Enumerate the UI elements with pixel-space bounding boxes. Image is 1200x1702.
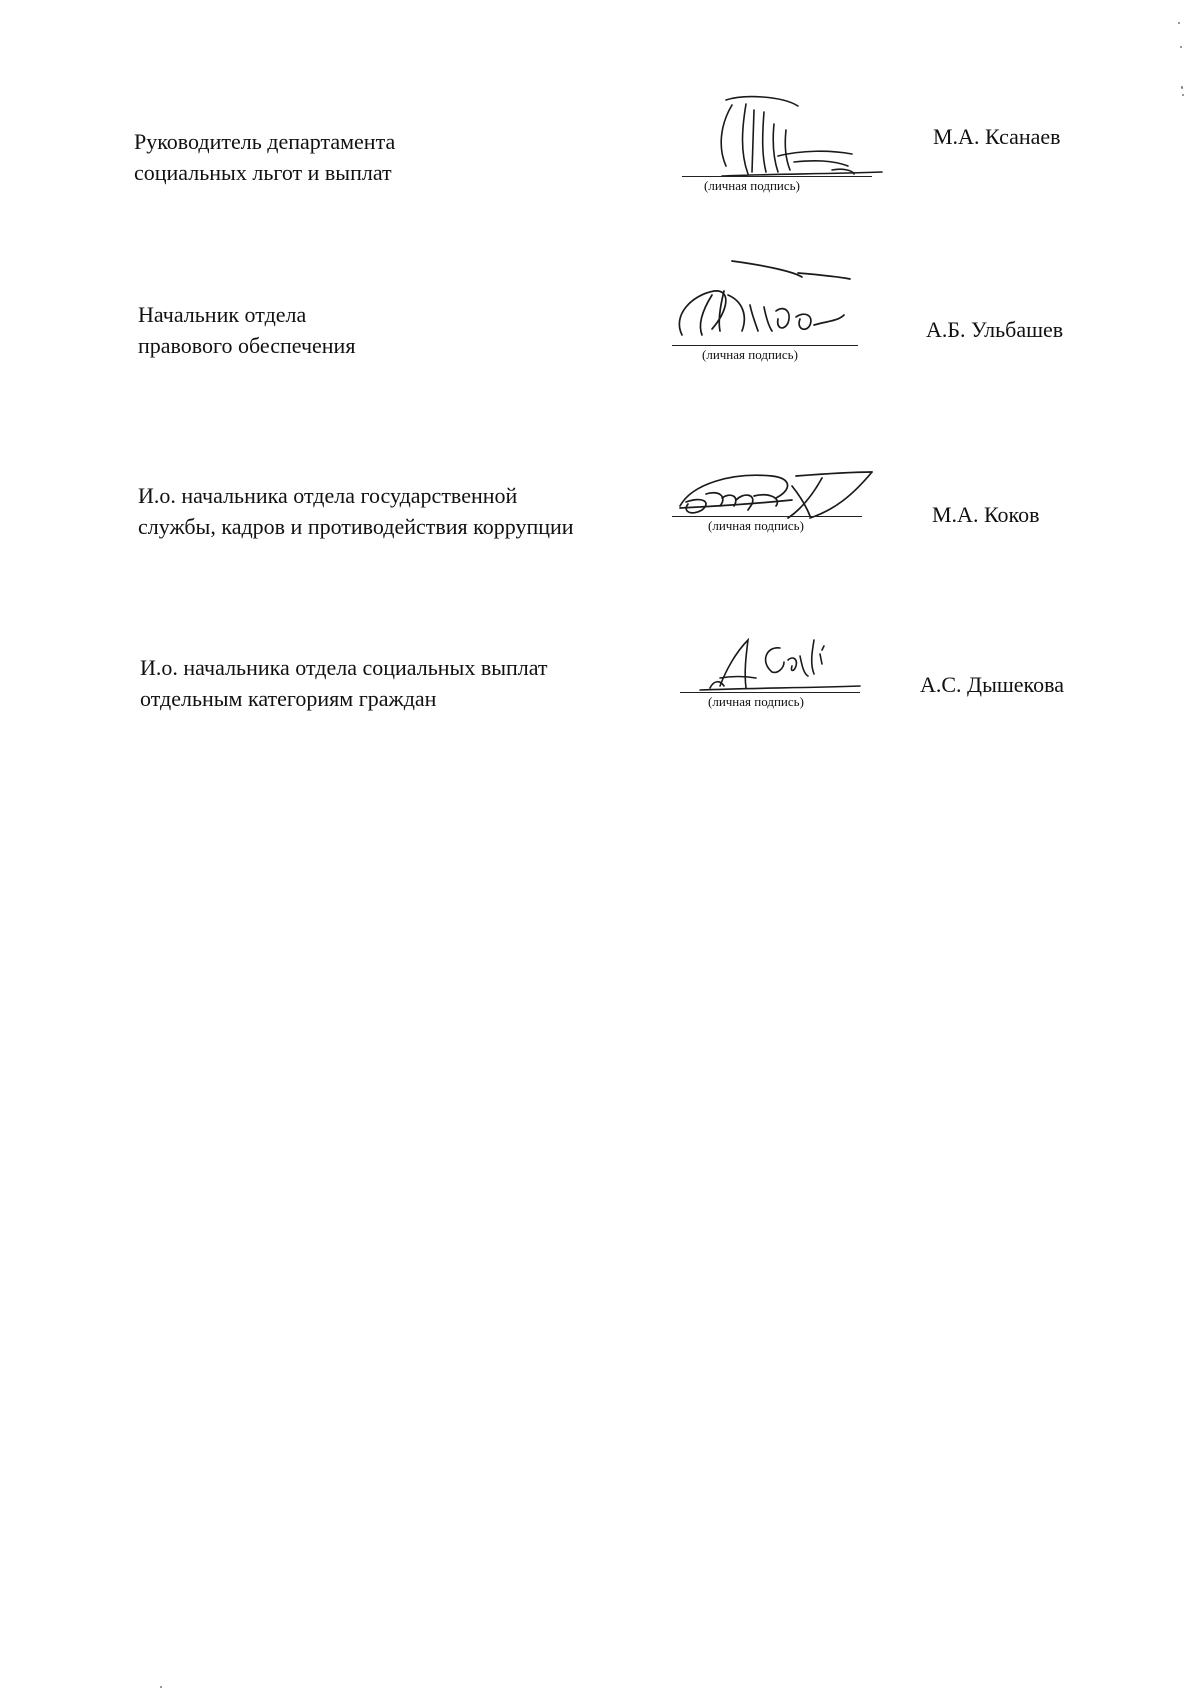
- signature-area: [672, 255, 862, 365]
- signatory-position: [138, 299, 355, 361]
- signature-area: [680, 626, 870, 736]
- signatory-name: А.Б. Ульбашев: [926, 317, 1064, 342]
- signature-caption: (личная подпись): [708, 518, 804, 533]
- signatory-name: М.А. Коков: [932, 502, 1040, 527]
- signatory-block: [0, 255, 1200, 415]
- signatory-block: [0, 446, 1200, 606]
- signature-area: [672, 446, 862, 556]
- scan-speck: [1180, 46, 1182, 48]
- signatory-position: [134, 126, 395, 188]
- signature-caption: (личная подпись): [704, 178, 800, 193]
- signature-line: [682, 176, 872, 177]
- signature-caption: (личная подпись): [708, 694, 804, 709]
- position-line: службы, кадров и противодействия коррупции: [138, 514, 574, 539]
- signatory-name: М.А. Ксанаев: [933, 124, 1061, 149]
- position-line: социальных льгот и выплат: [134, 160, 392, 185]
- position-line: Начальник отдела: [138, 302, 307, 327]
- signatory-block: [0, 626, 1200, 786]
- position-line: И.о. начальника отдела государственной: [138, 483, 518, 508]
- scan-speck: [1178, 22, 1180, 24]
- handwritten-signature: [680, 626, 890, 736]
- position-line: Руководитель департамента: [134, 129, 396, 154]
- signature-line: [672, 516, 862, 517]
- handwritten-signature: [672, 446, 882, 556]
- scan-speck: [1182, 94, 1184, 96]
- signature-line: [672, 345, 858, 346]
- position-line: И.о. начальника отдела социальных выплат: [140, 655, 548, 680]
- signature-area: [682, 90, 872, 200]
- position-line: правового обеспечения: [138, 333, 356, 358]
- signatory-position: [140, 652, 548, 714]
- position-line: отдельным категориям граждан: [140, 686, 437, 711]
- signatory-block: [0, 90, 1200, 250]
- signature-caption: (личная подпись): [702, 347, 798, 362]
- signature-line: [680, 692, 860, 693]
- scan-speck: [160, 1686, 162, 1688]
- scan-speck: [1181, 86, 1183, 89]
- signatory-name: А.С. Дышекова: [920, 672, 1064, 697]
- signatory-position: [138, 480, 574, 542]
